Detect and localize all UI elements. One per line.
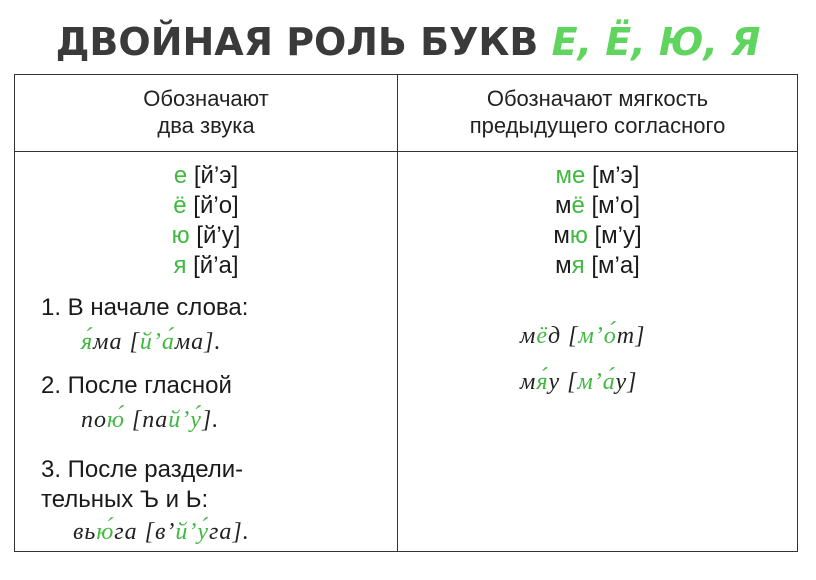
formula-sound: [м’о] (591, 192, 641, 219)
example-highlight: м’о́ (578, 323, 617, 349)
formula-row (398, 191, 797, 221)
example-highlight: ё (536, 323, 548, 349)
formula-row (398, 221, 797, 251)
example-text: ма (93, 329, 123, 355)
header-line: предыдущего согласного (469, 113, 726, 138)
formula-letter: я (571, 252, 585, 279)
formula-letter: е (572, 162, 586, 189)
formula-row (15, 191, 397, 221)
example-after-separators (73, 517, 250, 547)
rule-line: тельных Ъ и Ь: (41, 486, 209, 513)
formula-letter: я (173, 252, 187, 279)
example-text: м (520, 369, 537, 395)
formula-sound: [м’э] (592, 162, 640, 189)
formula-sound: [м’а] (591, 252, 640, 279)
example-softness-myau (520, 367, 637, 397)
right-formulas (398, 161, 797, 281)
title-main: ДВОЙНАЯ РОЛЬ БУКВ (55, 20, 539, 64)
example-text: м (520, 323, 537, 349)
header-line: два звука (157, 113, 255, 138)
left-formulas (15, 161, 397, 281)
formula-sound: [й’о] (193, 192, 239, 219)
header-divider (15, 151, 797, 152)
example-text: т] (616, 323, 646, 349)
formula-sound: [й’а] (193, 252, 239, 279)
formula-letter: е (173, 162, 188, 189)
formula-sound: [й’у] (196, 222, 241, 249)
example-text: [па (131, 407, 169, 433)
letters-role-table (14, 74, 798, 552)
formula-consonant: м (555, 252, 572, 279)
column-header-softness (398, 85, 797, 139)
example-word-start (81, 327, 221, 357)
formula-consonant: м (555, 162, 573, 189)
example-text: вь (73, 519, 97, 545)
title-letters: Е, Ё, Ю, Я (551, 20, 761, 64)
example-text: у] (615, 369, 638, 395)
example-softness-med (520, 321, 645, 351)
rule-after-vowel: 2. После гласной (41, 372, 232, 399)
example-highlight: ю́ (96, 519, 115, 545)
formula-row (15, 221, 397, 251)
formula-row (398, 251, 797, 281)
header-line: Обозначают (143, 86, 269, 111)
formula-row (15, 161, 397, 191)
page-title (0, 20, 816, 64)
formula-sound: [м’у] (594, 222, 642, 249)
header-line: Обозначают мягкость (486, 86, 709, 111)
formula-row (398, 161, 797, 191)
example-highlight: й’а́ (139, 329, 175, 355)
example-text: га]. (209, 519, 250, 545)
example-text: [ (567, 369, 578, 395)
formula-row (15, 251, 397, 281)
column-header-two-sounds (15, 85, 397, 139)
rule-line: 3. После раздели- (41, 456, 244, 483)
formula-letter: ё (173, 192, 187, 219)
example-highlight: й’у́ (168, 407, 202, 433)
example-text: [ (129, 329, 140, 355)
example-highlight: м’а́ (577, 369, 616, 395)
example-text: д (547, 323, 562, 349)
example-highlight: я́ (536, 369, 549, 395)
rule-word-start: 1. В начале слова: (41, 294, 249, 321)
formula-sound: [й’э] (193, 162, 239, 189)
example-text: [ (568, 323, 579, 349)
example-text: у (548, 369, 561, 395)
example-highlight: я́ (81, 329, 94, 355)
example-text: [в’ (144, 519, 176, 545)
formula-consonant: м (553, 222, 570, 249)
example-text: ма]. (174, 329, 222, 355)
formula-consonant: м (554, 192, 572, 219)
example-text: га (114, 519, 138, 545)
example-highlight: й’у́ (175, 519, 210, 545)
formula-letter: ё (571, 192, 585, 219)
example-text: по (81, 407, 107, 433)
example-highlight: ю́ (107, 407, 125, 433)
formula-letter: ю (569, 222, 588, 249)
column-divider (397, 75, 398, 551)
example-after-vowel (81, 405, 219, 435)
rule-after-separators (41, 455, 243, 515)
example-text: ]. (201, 407, 220, 433)
formula-letter: ю (171, 222, 190, 249)
